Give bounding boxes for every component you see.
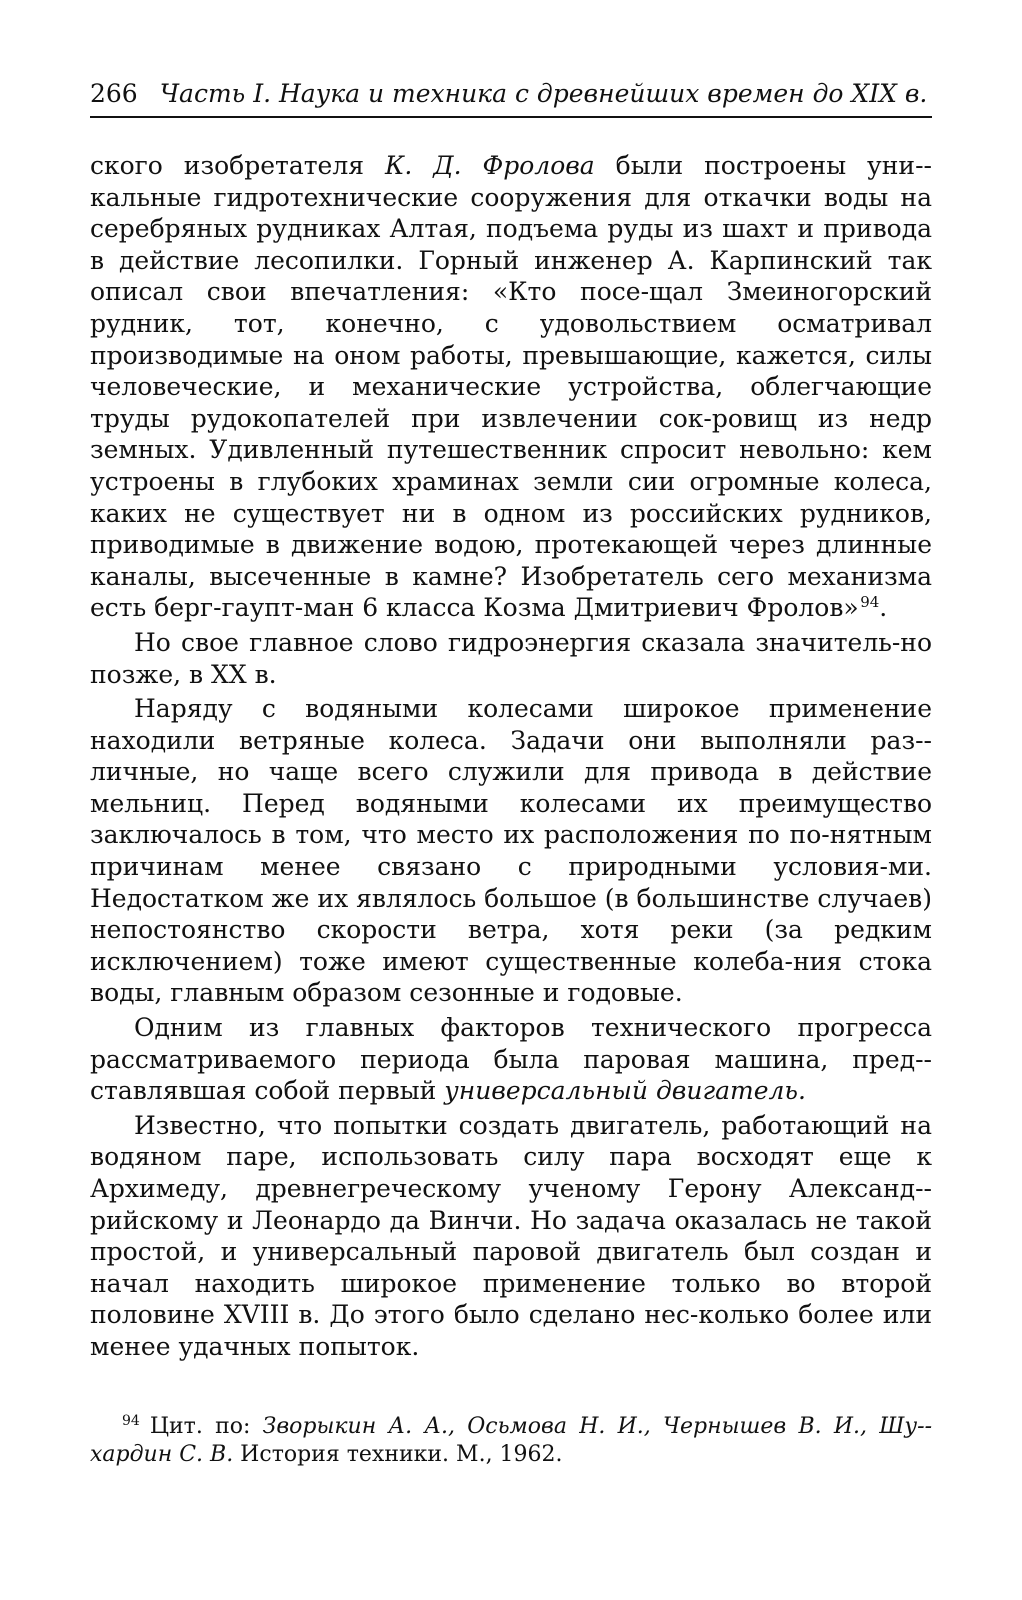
running-title: Часть I. Наука и техника с древнейших времен до XIX в. (159, 79, 928, 108)
emphasized-name: К. Д. Фролова (384, 151, 595, 180)
footnote-mark: 94 (122, 1412, 140, 1429)
paragraph-text: ского изобретателя (90, 151, 385, 180)
paragraph-frolov-quote (90, 150, 932, 624)
paragraph-text: . (879, 593, 888, 623)
footnote-authors: Зворыкин А. А., Осьмова Н. И., Чернышев В. И., Шу-хардин С. В. (90, 1413, 932, 1467)
emphasized-term: универсальный двигатель. (444, 1076, 806, 1106)
paragraph-steam-history: Известно, что попытки создать двигатель, работающий на водяном паре, использовать силу пара восходят еще к Архимеду, древнегреческому ученому Герону Александ-рийскому и Леонардо да Винчи. Но задача оказалась не такой простой, и универсальный паровой двигатель был создан и начал находить широкое применение только во второй половине XVIII в. До этого было сделано нес-колько более или менее удачных попыток. (90, 1110, 932, 1361)
paragraph-text: были построены уни-кальные гидротехнические сооружения для откачки воды на серебряных рудниках Алтая, подъема руды из шахт и привода в действие лесопилки. Горный инженер А. Карпинский так описал свои впечатления: «Кто посе-щал Змеиногорский рудник, тот, конечно, с удовольствием осматривал производимые на оном работы, превышающие, кажется, силы человеческие, и механические устройства, облегчающие труды рудокопателей при извлечении сок-ровищ из недр земных. Удивленный путешественник спросит невольно: кем устроены в глубоких храминах земли сии огромные колеса, каких не существует ни в одном из российских рудников, приводимые в движение водою, протекающей через длинные каналы, высеченные в камне? Изобретатель сего механизма есть берг-гаупт-ман 6 класса Козма Дмитриевич Фролов» (90, 151, 932, 623)
page-number: 266 (90, 79, 138, 108)
footnote-source: История техники. М., 1962. (233, 1441, 563, 1467)
main-text (90, 150, 932, 1469)
running-header (90, 78, 932, 118)
paragraph-hydropower: Но свое главное слово гидроэнергия сказала значитель-но позже, в XX в. (90, 627, 932, 689)
footnote-reference: 94 (860, 593, 880, 612)
paragraph-text: Одним из главных факторов технического прогресса рассматриваемого периода была паровая машина, пред-ставлявшая собой первый (90, 1013, 932, 1106)
footnote (90, 1413, 932, 1469)
footnote-prefix: Цит. по: (149, 1413, 263, 1439)
book-page (90, 78, 932, 1491)
paragraph-windmills: Наряду с водяными колесами широкое применение находили ветряные колеса. Задачи они выполняли раз-личные, но чаще всего служили для привода в действие мельниц. Перед водяными колесами их преимущество заключалось в том, что место их расположения по по-нятным причинам менее связано с природными условия-ми. Недостатком же их являлось большое (в большинстве случаев) непостоянство скорости ветра, хотя реки (за редким исключением) тоже имеют существенные колеба-ния стока воды, главным образом сезонные и годовые. (90, 694, 932, 1008)
paragraph-steam-engine (90, 1012, 932, 1107)
